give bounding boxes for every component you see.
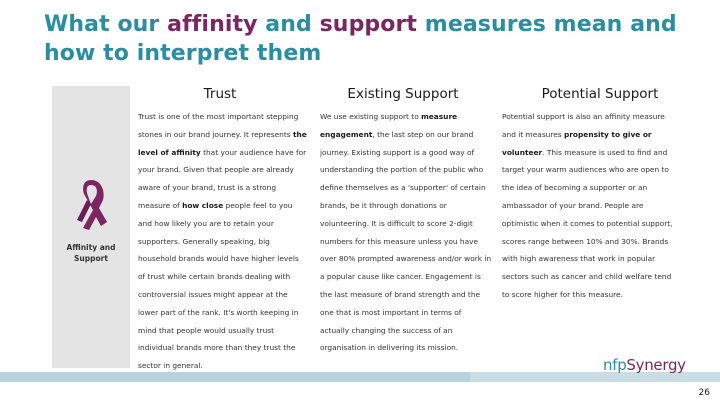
page-title bbox=[44, 10, 684, 68]
column-heading-trust: Trust bbox=[203, 86, 237, 102]
title-part: and bbox=[257, 12, 320, 37]
brand-logo: nfpSynergy bbox=[603, 356, 686, 374]
emphasis: propensity to give or volunteer bbox=[502, 129, 652, 157]
potential-support-description: Potential support is also an affinity measure and it measures propensity to give or volunteer. This measure is used to find and target your warm audiences who are open to the idea of becoming a supporter or an ambassador of your brand. People are optimistic when it comes to potential support, scores range between 10% and 30%. Brands with high awareness that work in popular sectors such as cancer and child welfare tend to score higher for this measure. bbox=[502, 112, 673, 299]
emphasis: the level of affinity bbox=[138, 129, 307, 157]
trust-description: Trust is one of the most important stepping stones in our brand journey. It represents the level of affinity that your audience have for your brand. Given that people are already aware of your brand, trust is a strong measure of how close people feel to you and how likely you are to retain your supporters. Generally speaking, big household brands would have higher levels of trust while certain brands dealing with controversial issues might appear at the lower part of the rank. It's worth keeping in mind that people would usually trust individual brands more than they trust the sector in general. bbox=[138, 112, 307, 371]
row-label-text: Affinity and Support bbox=[66, 243, 116, 263]
emphasis: measure engagement bbox=[320, 112, 458, 139]
title-part: measures mean and how to interpret them bbox=[44, 12, 677, 66]
footer-band-segment bbox=[0, 372, 470, 382]
awareness-ribbon-icon bbox=[74, 176, 108, 232]
column-heading-existing-support: Existing Support bbox=[347, 86, 459, 102]
existing-support-description: We use existing support to measure engagement, the last step on our brand journey. Existing support is a good way of understanding the portion of the public who define themselves as a 'supporter' of certain brands, be it through donations or volunteering. It is difficult to score 2-digit numbers for this measure unless you have over 80% prompted awareness and/or work in a popular cause like cancer. Engagement is the last measure of brand strength and the one that is most important in terms of actually changing the success of an organisation in delivering its mission. bbox=[320, 112, 492, 353]
title-affinity: affinity bbox=[167, 12, 258, 37]
title-support: support bbox=[319, 12, 418, 37]
page-number: 26 bbox=[698, 388, 710, 398]
emphasis: how close bbox=[182, 200, 224, 210]
column-heading-potential-support: Potential Support bbox=[541, 86, 659, 102]
row-label-cell bbox=[52, 86, 130, 368]
title-part: What our bbox=[44, 12, 168, 37]
